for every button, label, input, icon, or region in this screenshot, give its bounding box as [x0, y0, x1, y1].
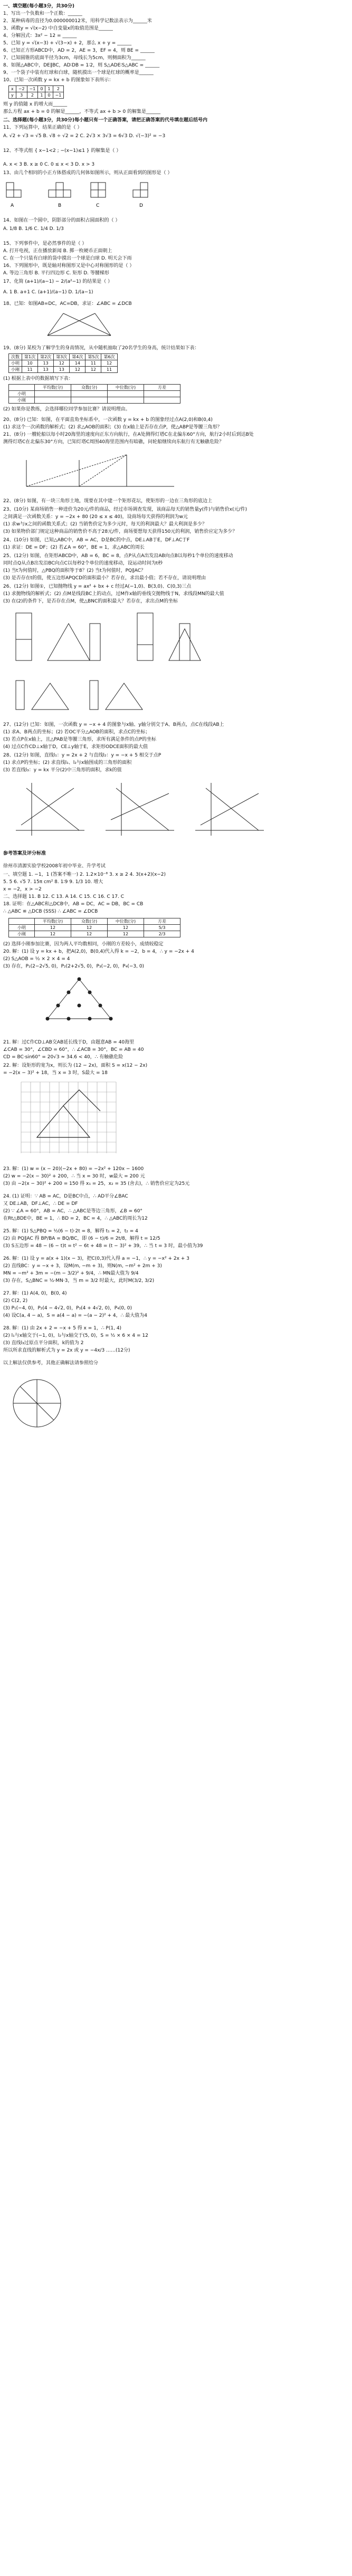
table-row [9, 918, 180, 925]
views-figure [3, 179, 172, 211]
table-cell: 众数(分) [71, 385, 108, 391]
ship-figure [21, 449, 179, 492]
answer-line: 以上解法仅供参考，其他正确解法请参照给分 [3, 1361, 99, 1366]
answer-line: = −2(x − 3)² + 18，当 x = 3 时，S最大 = 18 [3, 1070, 108, 1076]
question-line: (4) 过点C作CD⊥x轴于D，CE⊥y轴于E，求矩形ODCE面积的最大值 [3, 744, 148, 750]
question-line: 21、(8分) 一艘轮船以每小时20海里的速度向正东方向航行，在A处测得灯塔C在北偏东60°方向，航行2小时后到达B处 [3, 432, 254, 437]
option-label: A [11, 203, 14, 208]
question-line: 25、(12分) 如图，在矩形ABCD中，AB = 6，BC = 8，点P从点A出发沿AB向点B以每秒1个单位的速度移动 [3, 553, 233, 559]
question-line: 22、(8分) 如图，有一块三角形土地，现要在其中建一个矩形花坛，使矩形的一边在三角形的底边上 [3, 499, 213, 504]
question-line: 同时点Q从点B出发沿BC向点C以每秒2个单位的速度移动，设运动时间为t秒 [3, 561, 163, 566]
answer-line: 28. 解：(1) 由 2x + 2 = −x + 5 得 x = 1，∴ P(1, 4) [3, 1326, 122, 1331]
table-cell [108, 397, 144, 404]
table-cell: 次数 [9, 354, 22, 360]
table-cell: 0 [38, 86, 45, 92]
answer-line: (2) C(2, 2) [3, 1298, 28, 1304]
question-line: (2) 如果你是教练，会选择哪位同学参加比赛？请说明理由。 [3, 407, 130, 412]
question-line: 13、由几个相同的小正方体搭成的几何体如图所示，则从正面看到的图形是（ ） [3, 170, 173, 176]
table-cell: 2/3 [144, 931, 180, 937]
table-cell: 12 [101, 360, 117, 367]
table-cell: 方差 [144, 918, 180, 925]
question-line: 12、不等式组 { x−1<2 ; −(x−1)≤1 } 的解集是（ ） [3, 148, 121, 154]
stats-table-grid [8, 384, 180, 404]
table-cell: −1 [27, 86, 38, 92]
grid-figure [16, 1079, 121, 1158]
table-cell: 12 [71, 925, 108, 931]
answer-line: x = −2，x > −2 [3, 887, 42, 892]
answer-line: 27. 解：(1) A(4, 0)，B(0, 4) [3, 1291, 67, 1296]
question-line: 19、(8分) 某校为了解学生的身高情况，从中随机抽取了20名学生的身高，统计结果如下表： [3, 346, 199, 351]
question-line: 16、下列图形中，既是轴对称图形又是中心对称图形的是（ ） [3, 263, 135, 269]
table-cell [71, 391, 108, 397]
answer-line: ∴ △ABC ≌ △DCB (SSS) ∴ ∠ABC = ∠DCB [3, 909, 98, 914]
table-cell: 1 [38, 92, 45, 99]
rect-figures [11, 608, 232, 666]
question-line: A. 1/8 B. 1/6 C. 1/4 D. 1/3 [3, 226, 64, 232]
table-cell: 12 [108, 931, 144, 937]
question-line: 之间满足一次函数关系：y = −2x + 80 (20 ≤ x ≤ 40)，设商场每天获得的利润为w元 [3, 514, 188, 520]
answer-line: (2) S△AOB = ½ × 2 × 4 = 4 [3, 956, 70, 962]
table-row [9, 86, 64, 92]
table-row [9, 391, 180, 397]
table-cell: −2 [16, 86, 27, 92]
answer-line: (3) P₁(−4, 0)，P₂(4 − 4√2, 0)，P₃(4 + 4√2, 0)，P₄(0, 0) [3, 1306, 132, 1311]
answer-line: 25. 解：(1) S△PBQ = ½(6 − t)·2t = 8，解得 t₁ = 2，t₂ = 4 [3, 1229, 138, 1234]
table-cell: 12 [54, 360, 70, 367]
question-line: 7、已知圆锥的底面半径为3cm，母线长为5cm，则侧面积为______ [3, 55, 146, 61]
table-cell: 12 [70, 367, 85, 373]
question-line: 1、写出一个负数和一个正数：______ [3, 11, 82, 16]
table-cell [144, 397, 180, 404]
table-cell: 11 [22, 367, 38, 373]
table-cell: 众数(分) [71, 918, 108, 925]
question-line: A. 等边三角形 B. 平行四边形 C. 矩形 D. 等腰梯形 [3, 271, 109, 276]
answer-stats-table [8, 918, 180, 937]
table-cell: 中位数(分) [108, 918, 144, 925]
question-line: 10、已知一次函数 y = kx + b 的图象如下表所示： [3, 78, 114, 83]
question-line: 3、函数y = √(x−2) 中自变量x的取值范围是______ [3, 26, 113, 31]
answer-line: (2) l₁与x轴交于(−1, 0)，l₂与x轴交于(5, 0)，S = ½ × 6 × 4 = 12 [3, 1333, 148, 1338]
answer-line: 21. 解：过C作CD⊥AB交AB延长线于D，由题意AB = 40海里 [3, 1040, 135, 1045]
table-cell: 中位数(分) [108, 385, 144, 391]
question-line: 23、(10分) 某商场销售一种进价为20元/件的商品，经过市场调查发现，该商品每天的销售量y(件)与销售价x(元/件) [3, 507, 248, 512]
question-line: A. 打开电视，正在播放新闻 B. 掷一枚硬币正面朝上 [3, 248, 112, 254]
answer-line: 在Rt△BDE中，BE = 1，∴ BD = 2，BC = 4，∴ △ABC的周长为12 [3, 1216, 148, 1221]
table-cell: 第6次 [101, 354, 117, 360]
answer-line: 18. 证明：在△ABC和△DCB中，AB = DC，AC = DB，BC = CB [3, 902, 144, 907]
table-cell: 12 [85, 367, 101, 373]
section-title: 二、选择题(每小题3分，共30分)每小题只有一个正确答案，请把正确答案的代号填在题后括号内 [3, 118, 208, 123]
table-cell: 小刚 [9, 931, 35, 937]
question-line: (3) 若点P在x轴上，且△PAB是等腰三角形，求所有满足条件的点P的坐标 [3, 737, 156, 742]
question-line: (1) 求这个一次函数的解析式；(2) 求△AOB的面积；(3) 在x轴上是否存在点P，使△ABP是等腰三角形？ [3, 425, 222, 430]
answer-line: (2) 由 PQ∥AC 得 BP/BA = BQ/BC，即 (6 − t)/6 = 2t/8，解得 t = 12/5 [3, 1236, 160, 1241]
option-label: C [96, 203, 100, 208]
answer-line: 20. 解：(1) 设 y = kx + b，把A(2,0)，B(0,4)代入得 k = −2，b = 4，∴ y = −2x + 4 [3, 949, 194, 954]
answer-line: (2) 直线BC：y = −x + 3，设M(m, −m + 3)，则N(m, −m² + 2m + 3) [3, 1263, 162, 1269]
answer-line: (4) 设C(a, 4 − a)，S = a(4 − a) = −(a − 2)² + 4，∴ 最大值为4 [3, 1313, 147, 1318]
table-cell: 第4次 [70, 354, 85, 360]
table-row [9, 360, 118, 367]
stats-table [8, 384, 180, 404]
option-label: D [139, 203, 143, 208]
question-line: 6、已知正方形ABCD中，AD = 2，AE = 3，EF = 4，则 BE = ______ [3, 48, 155, 53]
table-cell [35, 391, 71, 397]
question-line: 8、如图△ABC中，DE∥BC，AD∶DB = 1∶2，则 S△ADE∶S△ABC = ______ [3, 63, 160, 68]
triangle-figure [42, 309, 116, 341]
answer-line: CD = BC·sin60° = 20√3 ≈ 34.6 < 40，∴ 有触礁危险 [3, 1055, 123, 1060]
question-line: (1) 求A、B两点的坐标；(2) 若OC平分△AOB的面积，求点C的坐标； [3, 730, 150, 735]
question-line: 27、(12分) 已知：如图，一次函数 y = −x + 4 的图象与x轴、y轴分别交于A、B两点，点C在线段AB上 [3, 722, 224, 727]
table-cell: 14 [70, 360, 85, 367]
table-cell: 2 [27, 92, 38, 99]
table-cell: 10 [22, 360, 38, 367]
table-cell [144, 391, 180, 397]
answer-line: MN = −m² + 3m = −(m − 3/2)² + 9/4，∴ MN最大值为 9/4 [3, 1271, 139, 1276]
question-line: 9、一个袋子中装有红球和白球，随机摸出一个球是红球的概率是______ [3, 70, 154, 75]
answer-line: 24. (1) 证明：∵ AB = AC，D是BC中点，∴ AD平分∠BAC [3, 1194, 128, 1199]
table-cell: 方差 [144, 385, 180, 391]
question-line: 5、已知 y = √(x−3) + √(3−x) + 2，那么 x + y = ______ [3, 41, 132, 46]
table-cell: 小明 [9, 391, 35, 397]
score-table [8, 353, 118, 373]
question-line: 则 y 的值随 x 的增大而______ [3, 102, 68, 107]
question-line: 15、下列事件中，是必然事件的是（ ） [3, 241, 87, 246]
table-cell: x [9, 86, 16, 92]
question-line: (3) 如果物价部门规定这种商品的销售价不高于28元/件，商场要想每天获得150元的利润，销售价应定为多少？ [3, 529, 237, 534]
value-table [8, 85, 64, 99]
xy-table [8, 85, 64, 99]
table-row [9, 397, 180, 404]
answer-line: 又 DE⊥AB，DF⊥AC，∴ DE = DF [3, 1201, 78, 1206]
question-line: (1) 当t为何值时，△PBQ的面积等于8？(2) 当t为何值时，PQ∥AC？ [3, 568, 146, 573]
answer-line: (2) 选择小刚参加比赛，因为两人平均数相同，小刚的方差较小，成绩较稳定 [3, 942, 164, 947]
table-cell [35, 397, 71, 404]
question-line: (1) 求抛物线的解析式；(2) 点M是线段BC上的动点，过M作x轴的垂线交抛物线于N，求线段MN的最大值 [3, 591, 224, 597]
table-cell: 12 [71, 931, 108, 937]
question-line: (3) 若直线l₃：y = kx 平分(2)中三角形的面积，求k的值 [3, 768, 122, 773]
table-cell: 0 [45, 92, 53, 99]
score-table-grid [8, 353, 118, 373]
answer-line: (3) 由 −2(x − 30)² + 200 = 150 得 x₁ = 25，x₂ = 35 (舍去)，∴ 销售价应定为25元 [3, 1181, 190, 1186]
answer-line: ∠CAB = 30°，∠CBD = 60°，∴ ∠ACB = 30°，BC = AB = 40 [3, 1047, 144, 1052]
answer-line: 26. 解：(1) 设 y = a(x + 1)(x − 3)，把C(0,3)代入得 a = −1，∴ y = −x² + 2x + 3 [3, 1256, 189, 1261]
question-line: 那么方程 ax + b = 0 的解是______，不等式 ax + b > 0 的解集是______ [3, 109, 161, 114]
answer-stats-grid [8, 918, 180, 937]
table-cell: 1 [45, 86, 53, 92]
table-cell: y [9, 92, 16, 99]
table-cell: 2 [53, 86, 64, 92]
question-line: 4、分解因式：3x² − 12 = ______ [3, 33, 77, 39]
table-cell: 第5次 [85, 354, 101, 360]
table-cell [9, 918, 35, 925]
table-cell: 第3次 [54, 354, 70, 360]
question-line: C. 在一个只装有白球的袋中摸出一个球是白球 D. 明天会下雨 [3, 256, 132, 261]
table-row [9, 931, 180, 937]
question-line: 18、已知：如图AB=DC，AC=DB，求证：∠ABC = ∠DCB [3, 301, 132, 307]
answer-line: (3) 直线l₃过原点平分面积，k的值为 2 [3, 1340, 84, 1346]
table-cell: 平均数(分) [35, 385, 71, 391]
table-cell: 11 [85, 360, 101, 367]
circle-figure [5, 1372, 69, 1435]
answer-line: (2) ∵ ∠A = 60°，AB = AC，∴ △ABC是等边三角形，∠B = 60° [3, 1209, 142, 1214]
answer-line: (3) 存在，P₁(2−2√5, 0)，P₂(2+2√5, 0)，P₃(−2, 0)，P₄(−3, 0) [3, 964, 145, 969]
table-cell: 小明 [9, 925, 35, 931]
question-line: (3) 是否存在t的值，使五边形APQCD的面积最小？若存在，求出最小值；若不存在，请说明理由 [3, 576, 206, 581]
table-cell: 第1次 [22, 354, 38, 360]
question-line: (1) 根据上表中的数据填写下表： [3, 376, 73, 381]
table-row [9, 367, 118, 373]
table-cell: 13 [54, 367, 70, 373]
triangle-pattern-figure [21, 974, 137, 1032]
table-cell [9, 385, 35, 391]
question-line: A. √2 + √3 = √5 B. √8 ÷ √2 = 2 C. 2√3 × 3√3 = 6√3 D. √(−3)² = −3 [3, 133, 166, 139]
table-cell [71, 397, 108, 404]
table-cell: 5/3 [144, 925, 180, 931]
graph-figures [11, 778, 285, 841]
answer-line: 二、选择题 11. B 12. C 13. A 14. C 15. C 16. C 17. C [3, 894, 124, 899]
table-cell [108, 391, 144, 397]
table-row [9, 925, 180, 931]
table-cell: 11 [101, 367, 117, 373]
option-label: B [58, 203, 62, 208]
question-line: (1) 求w与x之间的函数关系式；(2) 当销售价定为多少元时，每天的利润最大？最大利润是多少？ [3, 522, 207, 527]
question-line: 20、(8分) 已知：如图，在平面直角坐标系中，一次函数 y = kx + b 的图象经过点A(2,0)和B(0,4) [3, 417, 213, 423]
question-line: 测得灯塔C在北偏东30°方向，已知灯塔C周围40海里范围内有暗礁，问轮船继续向东航行有无触礁危险？ [3, 439, 224, 445]
question-line: (1) 求点P的坐标；(2) 求直线l₁、l₂与x轴围成的三角形的面积 [3, 760, 132, 765]
question-line: 24、(10分) 如图，已知△ABC中，AB = AC，D是BC的中点，DE⊥AB于E，DF⊥AC于F [3, 538, 190, 543]
table-cell: 小明 [9, 360, 22, 367]
table-row [9, 385, 180, 391]
question-line: 26、(12分) 如图①，已知抛物线 y = ax² + bx + c 经过A(−1,0)、B(3,0)、C(0,3)三点 [3, 584, 192, 589]
question-line: (1) 求证：DE = DF；(2) 若∠A = 60°，BE = 1，求△ABC的周长 [3, 545, 145, 550]
table-cell: 小刚 [9, 397, 35, 404]
answer-line: (2) w = −2(x − 30)² + 200，∴ 当 x = 30 时，w最大 = 200 元 [3, 1174, 145, 1179]
table-cell: −1 [53, 92, 64, 99]
question-line: A. x < 3 B. x ≥ 0 C. 0 ≤ x < 3 D. x > 3 [3, 162, 95, 167]
answer-line: 23. 解：(1) w = (x − 20)(−2x + 80) = −2x² + 120x − 1600 [3, 1166, 144, 1172]
table-row [9, 354, 118, 360]
question-line: A. 1 B. a+1 C. (a+1)/(a−1) D. 1/(a−1) [3, 290, 93, 295]
answer-line: 所以所求直线的解析式为 y = 2x 或 y = −4x/3 ……(12分) [3, 1348, 130, 1353]
table-cell: 3 [16, 92, 27, 99]
table-cell: 13 [38, 360, 54, 367]
answer-line: 一、填空题 1. −1，1 (答案不唯一) 2. 1.2×10⁻⁸ 3. x ≥ 2 4. 3(x+2)(x−2) [3, 872, 166, 877]
table-cell: 12 [108, 925, 144, 931]
section-title: 一、填空题(每小题3分，共30分) [3, 4, 75, 9]
table-cell: 12 [35, 925, 71, 931]
table-cell: 平均数(分) [35, 918, 71, 925]
answers-subtitle: 徐州市清源实验学校2008年初中毕业、升学考试 [3, 864, 106, 869]
answer-line: (3) S五边形 = 48 − (6 − t)t = t² − 6t + 48 = (t − 3)² + 39，∴ 当 t = 3 时，最小值为39 [3, 1243, 203, 1249]
table-cell: 13 [38, 367, 54, 373]
question-line: 14、如图在一个圆中，阴影部分的面积占圆面积的（ ） [3, 218, 120, 223]
answer-line: (3) 存在，S△BNC = ½·MN·3，当 m = 3/2 时最大，此时M(3/2, 3/2) [3, 1278, 155, 1284]
answers-title: 参考答案及评分标准 [3, 851, 46, 856]
table-cell: 第2次 [38, 354, 54, 360]
answer-line: 22. 解：设矩形的宽为x，则长为 (12 − 2x)，面积 S = x(12 − 2x) [3, 1063, 148, 1068]
table-cell: 12 [35, 931, 71, 937]
question-line: (3) 在(2)的条件下，是否存在点M，使△BNC的面积最大？若存在，求出点M的坐标 [3, 599, 178, 604]
table-cell: 小刚 [9, 367, 22, 373]
question-line: 17、化简 (a+1)/(a−1) − 2/(a²−1) 的结果是（ ） [3, 279, 113, 284]
question-line: 28、(12分) 如图，直线l₁：y = 2x + 2 与直线l₂：y = −x + 5 相交于点P [3, 753, 161, 758]
question-line: 2、某种病毒的直径为0.000000012米，用科学记数法表示为______米 [3, 18, 152, 24]
answer-line: 5. 5 6. √5 7. 15π cm² 8. 1∶9 9. 1/3 10. 增大 [3, 879, 103, 885]
triangle-figures [11, 675, 169, 712]
question-line: 11、下列运算中，结果正确的是（ ） [3, 125, 82, 130]
table-row [9, 92, 64, 99]
